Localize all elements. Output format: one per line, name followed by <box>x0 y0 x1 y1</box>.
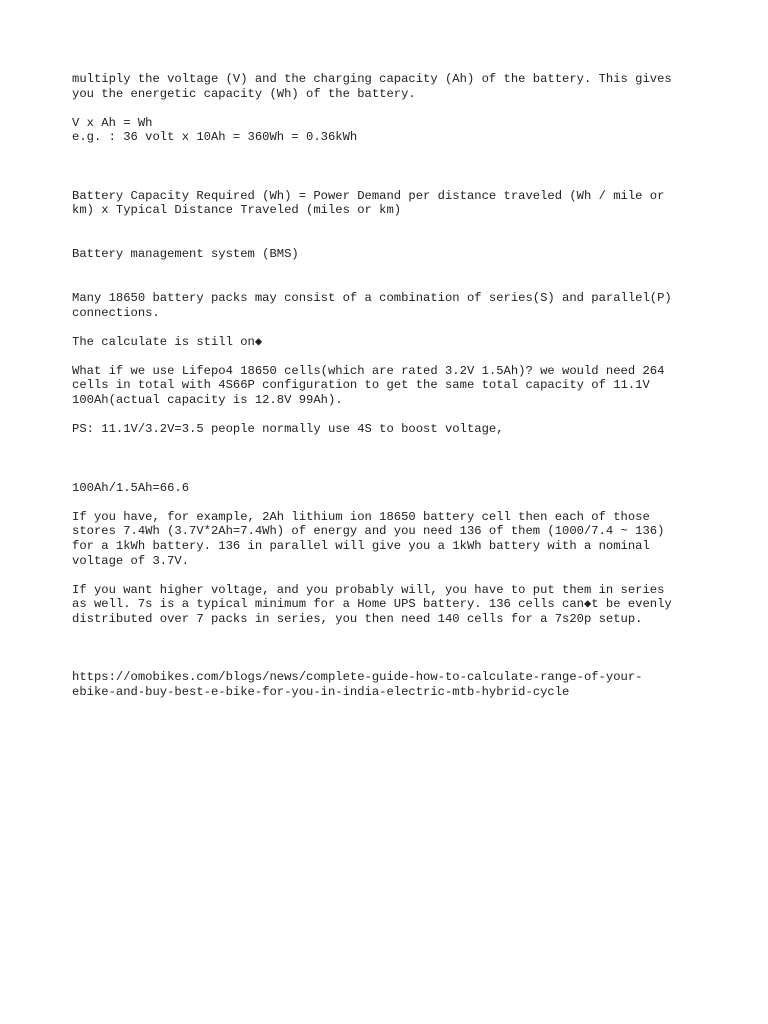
text-line: you the energetic capacity (Wh) of the battery. <box>72 86 416 101</box>
text-line: 100Ah/1.5Ah=66.6 <box>72 480 190 495</box>
text-line: Many 18650 battery packs may consist of a combination of series(S) and parallel(P) <box>72 290 672 305</box>
text-line: 100Ah(actual capacity is 12.8V 99Ah). <box>72 393 343 408</box>
text-line: distributed over 7 packs in series, you then need 140 cells for a 7s20p setup. <box>72 612 643 626</box>
text-line: Battery Capacity Required (Wh) = Power Demand per distance traveled (Wh / mile or <box>72 188 665 203</box>
text-line: What if we use Lifepo4 18650 cells(which are rated 3.2V 1.5Ah)? we would need 264 <box>72 363 665 378</box>
url-line: ebike-and-buy-best-e-bike-for-you-in-india-electric-mtb-hybrid-cycle <box>72 684 570 699</box>
text-line: connections. <box>72 305 160 320</box>
paragraph-lifepo4 <box>72 364 702 408</box>
text-line: If you have, for example, 2Ah lithium ion 18650 battery cell then each of those <box>72 509 650 524</box>
text-line: as well. 7s is a typical minimum for a Home UPS battery. 136 cells can◆t be evenly <box>72 597 672 612</box>
text-line: Battery management system (BMS) <box>72 247 299 262</box>
text-line: The calculate is still on◆ <box>72 334 263 349</box>
text-line: for a 1kWh battery. 136 in parallel will give you a 1kWh battery with a nominal <box>72 539 650 554</box>
text-line: stores 7.4Wh (3.7V*2Ah=7.4Wh) of energy and you need 136 of them (1000/7.4 ~ 136) <box>72 524 665 539</box>
paragraph-capacity-required <box>72 189 702 218</box>
text-line: voltage of 3.7V. <box>72 553 190 568</box>
url-line: https://omobikes.com/blogs/news/complete-guide-how-to-calculate-range-of-your- <box>72 670 643 685</box>
text-line: If you want higher voltage, and you probably will, you have to put them in series <box>72 582 665 597</box>
text-line: cells in total with 4S66P configuration to get the same total capacity of 11.1V <box>72 378 650 393</box>
paragraph-formula <box>72 116 702 145</box>
paragraph-battery-packs <box>72 291 702 320</box>
text-line: V x Ah = Wh <box>72 115 153 130</box>
paragraph-higher-voltage <box>72 583 702 627</box>
paragraph-ps <box>72 422 702 437</box>
paragraph-energy-capacity <box>72 72 702 101</box>
paragraph-ah-ratio <box>72 481 702 496</box>
paragraph-bms <box>72 247 702 262</box>
paragraph-calculate <box>72 335 702 350</box>
text-line: km) x Typical Distance Traveled (miles or km) <box>72 203 402 218</box>
text-line: PS: 11.1V/3.2V=3.5 people normally use 4S to boost voltage, <box>72 422 504 437</box>
text-line: multiply the voltage (V) and the charging capacity (Ah) of the battery. This gives <box>72 72 672 86</box>
text-line: e.g. : 36 volt x 10Ah = 360Wh = 0.36kWh <box>72 130 358 145</box>
paragraph-example <box>72 510 702 568</box>
paragraph-source-url <box>72 670 702 699</box>
document-body <box>72 72 702 700</box>
